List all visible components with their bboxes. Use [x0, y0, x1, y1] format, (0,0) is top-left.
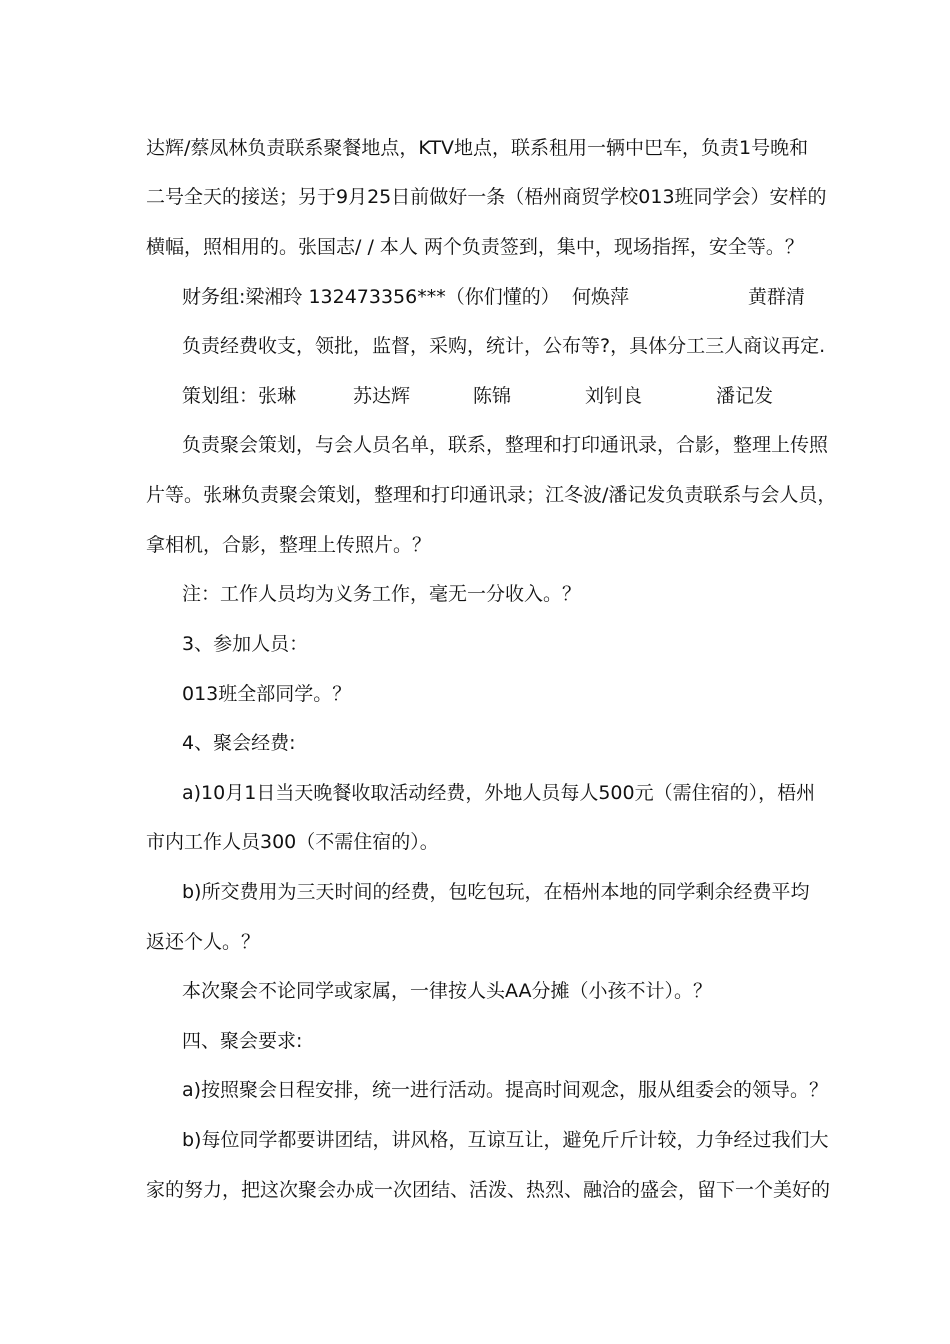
text-line: 二号全天的接送；另于9月25日前做好一条（梧州商贸学校013班同学会）安样的 — [146, 186, 827, 208]
text-line: 本次聚会不论同学或家属，一律按人头AA分摊（小孩不计）。？ — [182, 980, 713, 1002]
planning-group-leader: 策划组：张琳 — [182, 385, 297, 407]
text-line: 013班全部同学。？ — [182, 683, 352, 705]
finance-group-leader: 财务组:梁湘玲 132473356***（你们懂的） — [182, 286, 560, 308]
text-line: 市内工作人员300（不需住宿的）。 — [146, 831, 439, 853]
text-line: 横幅，照相用的。张国志/ / 本人 两个负责签到，集中，现场指挥，安全等。？ — [146, 236, 804, 258]
text-line: 负责经费收支，领批，监督，采购，统计，公布等?，具体分工三人商议再定. — [182, 335, 826, 357]
planning-group-member: 刘钊良 — [585, 385, 643, 407]
text-line: a)10月1日当天晚餐收取活动经费，外地人员每人500元（需住宿的），梧州 — [182, 782, 816, 804]
text-line: 负责聚会策划，与会人员名单，联系，整理和打印通讯录，合影，整理上传照 — [182, 434, 829, 456]
planning-group-member: 潘记发 — [716, 385, 774, 407]
planning-group-member: 苏达辉 — [353, 385, 411, 407]
text-line: 家的努力，把这次聚会办成一次团结、活泼、热烈、融洽的盛会，留下一个美好的 — [146, 1179, 831, 1201]
finance-group-member: 黄群清 — [748, 286, 806, 308]
text-line: b)所交费用为三天时间的经费，包吃包玩，在梧州本地的同学剩余经费平均 — [182, 881, 810, 903]
finance-group-member: 何焕萍 — [572, 286, 630, 308]
planning-group-member: 陈锦 — [473, 385, 512, 407]
text-line: 返还个人。？ — [146, 931, 261, 953]
text-line: 拿相机，合影，整理上传照片。？ — [146, 534, 432, 556]
text-line: a)按照聚会日程安排，统一进行活动。提高时间观念，服从组委会的领导。？ — [182, 1079, 829, 1101]
section-heading: 四、聚会要求: — [182, 1030, 303, 1052]
section-heading: 3、参加人员： — [182, 633, 309, 655]
text-line: 达辉/蔡凤林负责联系聚餐地点，KTV地点，联系租用一辆中巴车，负责1号晚和 — [146, 137, 809, 159]
section-heading: 4、聚会经费: — [182, 732, 296, 754]
text-line: 注：工作人员均为义务工作，毫无一分收入。？ — [182, 583, 582, 605]
text-line: b)每位同学都要讲团结，讲风格，互谅互让，避免斤斤计较，力争经过我们大 — [182, 1129, 829, 1151]
text-line: 片等。张琳负责聚会策划，整理和打印通讯录；江冬波/潘记发负责联系与会人员， — [146, 484, 837, 506]
